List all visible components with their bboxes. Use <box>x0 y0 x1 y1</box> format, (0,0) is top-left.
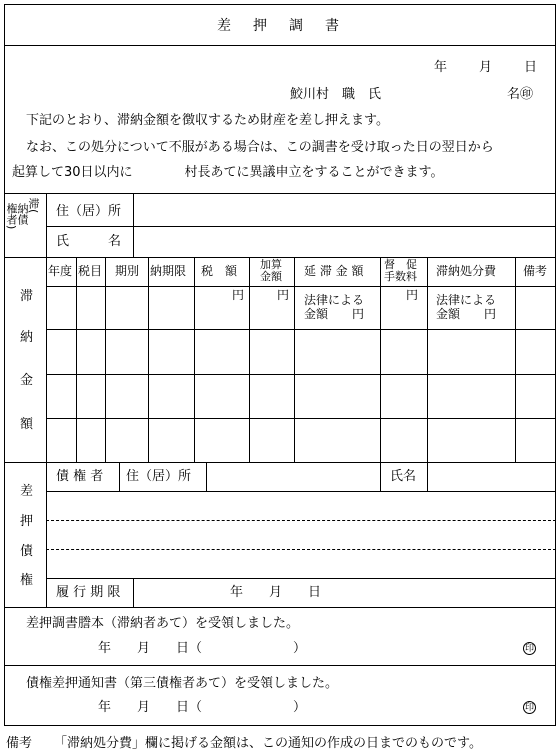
unit-entai-2: 金額 円 <box>304 307 365 321</box>
form-title: 差 押 調 書 <box>217 18 343 34</box>
delinquent-name-label: 氏 名 <box>56 234 122 249</box>
unit-tokusoku: 円 <box>406 288 419 302</box>
receipt-1-text: 差押調書謄本（滞納者あて）を受領しました。 <box>26 616 300 631</box>
receipt-2-date: 年 月 日（ ） <box>98 700 307 715</box>
footer-note: 「滞納処分費」欄に掲げる金額は、この通知の作成の日までのものです。 <box>54 736 482 751</box>
amount-bottom <box>4 462 556 463</box>
header-divider <box>4 193 556 194</box>
unit-zeigaku: 円 <box>232 288 245 302</box>
amount-col-line <box>427 257 428 462</box>
delinquent-label-border <box>46 193 47 257</box>
claim-dashed-line <box>46 549 556 550</box>
amount-col-line <box>380 257 381 462</box>
footer-label: 備考 <box>6 736 33 751</box>
official-office: 鮫川村 職 氏 <box>290 87 382 102</box>
col-header-zeimoku: 税目 <box>78 264 103 278</box>
col-header-biko: 備考 <box>523 264 548 278</box>
claim-dashed-line <box>46 520 556 521</box>
col-header-entai: 延 滞 金 額 <box>304 264 364 278</box>
amount-row-divider <box>46 329 556 330</box>
delinquent-label-col1: 滞( <box>27 198 40 214</box>
title-divider <box>4 45 556 46</box>
amount-col-line <box>515 257 516 462</box>
claim-section-label-2: 押 <box>20 514 34 529</box>
receipt-divider <box>4 665 556 666</box>
delinquent-row-divider <box>46 226 556 227</box>
col-header-nendo: 年度 <box>48 264 73 278</box>
receipt-2-seal-icon: 印 <box>524 703 534 713</box>
claim-creditor-label: 債 権 者 <box>56 469 104 484</box>
amount-row-divider <box>46 418 556 419</box>
col-header-tokusoku: 督 促 <box>384 258 417 271</box>
body-line-3: 起算して30日以内に 村長あてに異議申立をすることができます。 <box>12 165 444 180</box>
claim-due-border <box>133 578 134 607</box>
amount-section-label-1: 滞 <box>20 289 34 304</box>
amount-col-line <box>249 257 250 462</box>
claim-header-divider <box>46 491 556 492</box>
claim-due-divider <box>46 578 556 579</box>
claim-bottom <box>4 607 556 608</box>
claim-section-label-1: 差 <box>20 484 34 499</box>
claim-section-label-3: 債 <box>20 544 34 559</box>
delinquent-address-label: 住（居）所 <box>56 204 122 219</box>
amount-section-label-4: 額 <box>20 417 34 432</box>
unit-entai-1: 法律による <box>304 293 365 307</box>
amount-col-line <box>76 257 77 462</box>
col-header-nouki: 納期限 <box>150 264 187 278</box>
claim-name-left <box>380 462 381 491</box>
claim-address-label: 住（居）所 <box>126 469 192 484</box>
amount-col-line <box>194 257 195 462</box>
unit-shobunhi-2: 金額 円 <box>436 307 497 321</box>
receipt-1-date: 年 月 日（ ） <box>98 641 307 656</box>
body-line-1: 下記のとおり、滞納金額を徴収するため財産を差し押えます。 <box>26 113 389 128</box>
date-month: 月 <box>479 60 493 75</box>
date-year: 年 <box>434 60 448 75</box>
body-line-2: なお、この処分について不服がある場合は、この調書を受け取った日の翌日から <box>26 140 494 155</box>
date-day: 日 <box>524 60 538 75</box>
claim-name-label: 氏名 <box>390 469 417 484</box>
col-header-shobunhi: 滞納処分費 <box>436 264 497 278</box>
amount-header-divider <box>46 286 556 287</box>
receipt-2-text: 債権差押通知書（第三債権者あて）を受領しました。 <box>26 676 339 691</box>
col-header-zeigaku: 税 額 <box>201 264 238 278</box>
claim-address-border <box>206 462 207 491</box>
amount-section-label-2: 納 <box>20 330 34 345</box>
claim-name-right <box>427 462 428 491</box>
amount-row-divider <box>46 374 556 375</box>
delinquent-label-col3: 権者) <box>5 203 18 230</box>
amount-col-line <box>105 257 106 462</box>
claim-due-date: 年 月 日 <box>230 585 322 600</box>
amount-col-line <box>46 257 47 462</box>
official-name-seal: 名㊞ <box>507 87 534 102</box>
amount-col-line <box>148 257 149 462</box>
unit-shobunhi-1: 法律による <box>436 293 497 307</box>
claim-label-border <box>46 462 47 607</box>
col-header-kasan: 加算 <box>260 258 282 271</box>
delinquent-label-col2: 納債 <box>16 203 29 225</box>
col-header-tokusoku2: 手数料 <box>384 270 417 283</box>
amount-section-label-3: 金 <box>20 373 34 388</box>
col-header-kibetsu: 期別 <box>115 264 140 278</box>
col-header-kasan2: 金額 <box>260 270 282 283</box>
claim-creditor-border <box>119 462 120 491</box>
receipt-1-seal-icon: 印 <box>524 644 534 654</box>
unit-kasan: 円 <box>277 288 290 302</box>
amount-col-line <box>294 257 295 462</box>
claim-due-label: 履 行 期 限 <box>56 585 121 600</box>
delinquent-field-border <box>133 193 134 257</box>
claim-section-label-4: 権 <box>20 573 34 588</box>
